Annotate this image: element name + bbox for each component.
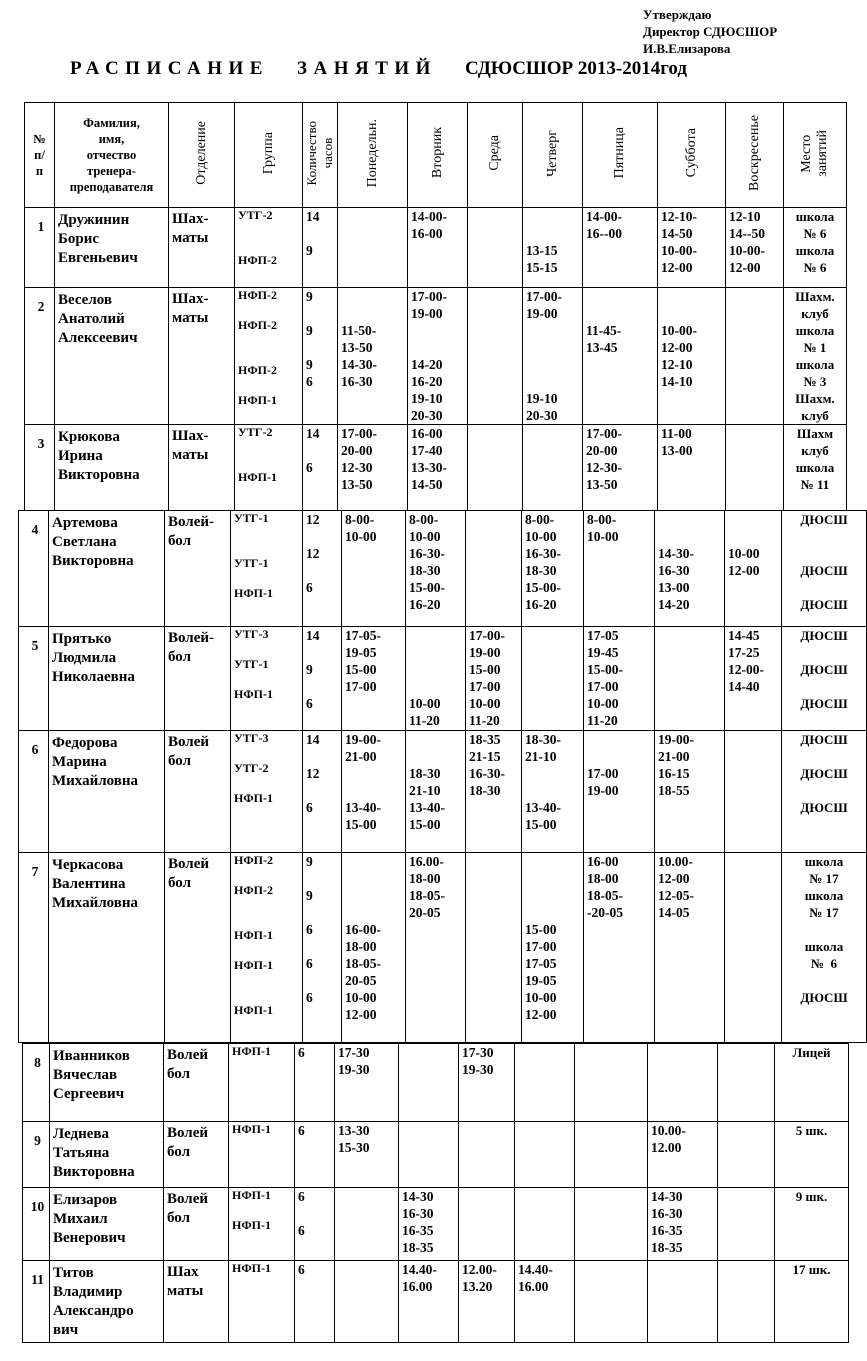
cell-name: Леднева Татьяна Викторовна [50, 1122, 164, 1188]
cell-tue [399, 1044, 459, 1122]
cell-sun [718, 1122, 775, 1188]
header-sun: Воскресенье [726, 103, 784, 208]
header-group: Группа [235, 103, 303, 208]
cell-sun: 10-00 12-00 [725, 511, 782, 627]
cell-place: школа № 17 школа № 17 школа № 6 ДЮСШ [782, 853, 867, 1043]
cell-group: УТГ-3 УТГ-2 НФП-1 [231, 731, 303, 853]
cell-thu: 15-00 17-00 17-05 19-05 10-00 12-00 [522, 853, 584, 1043]
cell-place: 17 шк. [775, 1261, 849, 1343]
cell-fri [575, 1044, 648, 1122]
table-row [23, 1122, 849, 1188]
cell-mon: 8-00- 10-00 [342, 511, 406, 627]
cell-tue: 16.00- 18-00 18-05- 20-05 [406, 853, 466, 1043]
cell-fri: 16-00 18-00 18-05- -20-05 [584, 853, 655, 1043]
cell-thu: 17-00- 19-00 19-10 20-30 [523, 288, 583, 425]
cell-place: школа № 6 школа № 6 [784, 208, 847, 288]
table-row [19, 627, 867, 731]
table-row [23, 1188, 849, 1261]
cell-name: Веселов Анатолий Алексеевич [55, 288, 169, 425]
cell-fri [575, 1188, 648, 1261]
approval-line-1: Утверждаю [643, 7, 712, 22]
cell-place: ДЮСШ ДЮСШ ДЮСШ [782, 627, 867, 731]
cell-hours: 14 9 6 [303, 627, 342, 731]
header-row [25, 103, 847, 208]
cell-sun [718, 1044, 775, 1122]
cell-num: 7 [19, 853, 49, 1043]
header-tue: Вторник [408, 103, 468, 208]
cell-name: Елизаров Михаил Венерович [50, 1188, 164, 1261]
cell-mon [335, 1261, 399, 1343]
cell-group: НФП-2 НФП-2 НФП-2 НФП-1 [235, 288, 303, 425]
cell-num: 2 [25, 288, 55, 425]
cell-name: Прятько Людмила Николаевна [49, 627, 165, 731]
cell-dept: Волей бол [164, 1188, 229, 1261]
cell-dept: Шах- маты [169, 208, 235, 288]
cell-tue: 17-00- 19-00 14-20 16-20 19-10 20-30 [408, 288, 468, 425]
cell-tue: 14-30 16-30 16-35 18-35 [399, 1188, 459, 1261]
table-row [25, 288, 847, 425]
cell-group: НФП-2 НФП-2 НФП-1 НФП-1 НФП-1 [231, 853, 303, 1043]
table-row [19, 731, 867, 853]
cell-tue: 18-30 21-10 13-40- 15-00 [406, 731, 466, 853]
cell-group: НФП-1 [229, 1122, 295, 1188]
cell-sun [726, 288, 784, 425]
cell-hours: 9 9 9 6 [303, 288, 338, 425]
table-row [19, 853, 867, 1043]
cell-sun: 14-45 17-25 12-00- 14-40 [725, 627, 782, 731]
cell-fri: 11-45- 13-45 [583, 288, 658, 425]
cell-hours: 14 6 [303, 425, 338, 511]
cell-dept: Волей- бол [165, 627, 231, 731]
cell-mon: 16-00- 18-00 18-05- 20-05 10-00 12-00 [342, 853, 406, 1043]
cell-fri: 17-00- 20-00 12-30- 13-50 [583, 425, 658, 511]
cell-thu [515, 1122, 575, 1188]
cell-sat: 10.00- 12.00 [648, 1122, 718, 1188]
cell-num: 4 [19, 511, 49, 627]
table-row [25, 425, 847, 511]
cell-place: 5 шк. [775, 1122, 849, 1188]
cell-sun [726, 425, 784, 511]
cell-num: 6 [19, 731, 49, 853]
cell-sat [648, 1261, 718, 1343]
cell-dept: Шах маты [164, 1261, 229, 1343]
cell-place: Лицей [775, 1044, 849, 1122]
header-fri: Пятница [583, 103, 658, 208]
cell-tue: 16-00 17-40 13-30- 14-50 [408, 425, 468, 511]
header-hours: Количество часов [303, 103, 338, 208]
cell-hours: 6 [295, 1261, 335, 1343]
cell-fri: 17-00 19-00 [584, 731, 655, 853]
cell-group: НФП-1 [229, 1261, 295, 1343]
cell-num: 8 [23, 1044, 50, 1122]
cell-group: НФП-1 [229, 1044, 295, 1122]
cell-fri [575, 1122, 648, 1188]
approval-line-2: Директор СДЮСШОР [643, 24, 778, 39]
title-part-3: СДЮСШОР 2013-2014год [464, 58, 687, 79]
cell-num: 1 [25, 208, 55, 288]
cell-num: 10 [23, 1188, 50, 1261]
cell-sat: 10.00- 12-00 12-05- 14-05 [655, 853, 725, 1043]
cell-group: УТГ-3 УТГ-1 НФП-1 [231, 627, 303, 731]
cell-sun [725, 731, 782, 853]
cell-sat: 14-30- 16-30 13-00 14-20 [655, 511, 725, 627]
cell-fri: 14-00- 16--00 [583, 208, 658, 288]
cell-mon: 11-50- 13-50 14-30- 16-30 [338, 288, 408, 425]
table-row [25, 208, 847, 288]
cell-wed [468, 425, 523, 511]
cell-sat: 10-00- 12-00 12-10 14-10 [658, 288, 726, 425]
cell-fri: 17-05 19-45 15-00- 17-00 10-00 11-20 [584, 627, 655, 731]
cell-dept: Волей- бол [165, 511, 231, 627]
cell-hours: 14 12 6 [303, 731, 342, 853]
cell-dept: Волей бол [164, 1044, 229, 1122]
cell-wed [466, 853, 522, 1043]
cell-wed [468, 288, 523, 425]
cell-place: ДЮСШ ДЮСШ ДЮСШ [782, 731, 867, 853]
cell-thu: 13-15 15-15 [523, 208, 583, 288]
header-thu: Четверг [523, 103, 583, 208]
cell-sun [718, 1188, 775, 1261]
cell-tue: 10-00 11-20 [406, 627, 466, 731]
schedule-table-part-1 [24, 102, 847, 511]
cell-mon: 17-30 19-30 [335, 1044, 399, 1122]
cell-thu: 18-30- 21-10 13-40- 15-00 [522, 731, 584, 853]
cell-tue [399, 1122, 459, 1188]
cell-thu: 8-00- 10-00 16-30- 18-30 15-00- 16-20 [522, 511, 584, 627]
cell-thu [523, 425, 583, 511]
header-wed: Среда [468, 103, 523, 208]
cell-mon [335, 1188, 399, 1261]
cell-thu [522, 627, 584, 731]
cell-sat: 19-00- 21-00 16-15 18-55 [655, 731, 725, 853]
cell-sat: 12-10- 14-50 10-00- 12-00 [658, 208, 726, 288]
cell-place: ДЮСШ ДЮСШ ДЮСШ [782, 511, 867, 627]
cell-hours: 6 6 [295, 1188, 335, 1261]
cell-place: 9 шк. [775, 1188, 849, 1261]
cell-name: Крюкова Ирина Викторовна [55, 425, 169, 511]
cell-wed: 17-00- 19-00 15-00 17-00 10-00 11-20 [466, 627, 522, 731]
cell-group: УТГ-2 НФП-2 [235, 208, 303, 288]
cell-name: Титов Владимир Александро вич [50, 1261, 164, 1343]
cell-name: Дружинин Борис Евгеньевич [55, 208, 169, 288]
cell-dept: Волей бол [165, 853, 231, 1043]
cell-hours: 12 12 6 [303, 511, 342, 627]
cell-hours: 9 9 6 6 6 [303, 853, 342, 1043]
cell-wed [459, 1122, 515, 1188]
cell-name: Черкасова Валентина Михайловна [49, 853, 165, 1043]
table-row [23, 1044, 849, 1122]
cell-mon: 17-05- 19-05 15-00 17-00 [342, 627, 406, 731]
header-dept: Отделение [169, 103, 235, 208]
cell-sat [648, 1044, 718, 1122]
header-place: Место занятий [784, 103, 847, 208]
cell-name: Артемова Светлана Викторовна [49, 511, 165, 627]
header-sat: Суббота [658, 103, 726, 208]
cell-num: 9 [23, 1122, 50, 1188]
title-part-1: РАСПИСАНИЕ [70, 58, 269, 79]
schedule-table-part-3 [22, 1043, 849, 1343]
cell-wed: 17-30 19-30 [459, 1044, 515, 1122]
cell-thu: 14.40- 16.00 [515, 1261, 575, 1343]
cell-sat: 14-30 16-30 16-35 18-35 [648, 1188, 718, 1261]
approval-line-3: И.В.Елизарова [643, 41, 731, 56]
cell-num: 5 [19, 627, 49, 731]
title-part-2: ЗАНЯТИЙ [296, 58, 437, 79]
cell-hours: 6 [295, 1122, 335, 1188]
cell-hours: 6 [295, 1044, 335, 1122]
header-num: № п/ п [25, 103, 55, 208]
cell-mon: 19-00- 21-00 13-40- 15-00 [342, 731, 406, 853]
table-row [19, 511, 867, 627]
header-mon: Понедельн. [338, 103, 408, 208]
cell-wed [468, 208, 523, 288]
cell-sat [655, 627, 725, 731]
cell-dept: Шах- маты [169, 425, 235, 511]
cell-name: Иванников Вячеслав Сергеевич [50, 1044, 164, 1122]
cell-wed: 18-35 21-15 16-30- 18-30 [466, 731, 522, 853]
cell-num: 11 [23, 1261, 50, 1343]
cell-mon: 13-30 15-30 [335, 1122, 399, 1188]
schedule-table-part-2 [18, 510, 867, 1043]
cell-thu [515, 1044, 575, 1122]
cell-sat: 11-00 13-00 [658, 425, 726, 511]
cell-wed: 12.00- 13.20 [459, 1261, 515, 1343]
cell-tue: 14.40- 16.00 [399, 1261, 459, 1343]
approval-block [643, 6, 777, 57]
cell-group: УТГ-2 НФП-1 [235, 425, 303, 511]
cell-place: Шахм. клуб школа № 1 школа № 3 Шахм. клуб [784, 288, 847, 425]
cell-num: 3 [25, 425, 55, 511]
table-row [23, 1261, 849, 1343]
cell-fri [575, 1261, 648, 1343]
cell-fri: 8-00- 10-00 [584, 511, 655, 627]
cell-tue: 14-00- 16-00 [408, 208, 468, 288]
cell-sun: 12-10 14--50 10-00- 12-00 [726, 208, 784, 288]
cell-hours: 14 9 [303, 208, 338, 288]
cell-sun [725, 853, 782, 1043]
cell-place: Шахм клуб школа № 11 [784, 425, 847, 511]
cell-mon: 17-00- 20-00 12-30 13-50 [338, 425, 408, 511]
page-title [70, 58, 687, 80]
cell-dept: Волей бол [165, 731, 231, 853]
header-name: Фамилия, имя, отчество тренера- преподавателя [55, 103, 169, 208]
cell-group: НФП-1 НФП-1 [229, 1188, 295, 1261]
cell-thu [515, 1188, 575, 1261]
cell-sun [718, 1261, 775, 1343]
cell-mon [338, 208, 408, 288]
cell-wed [459, 1188, 515, 1261]
cell-dept: Шах- маты [169, 288, 235, 425]
cell-dept: Волей бол [164, 1122, 229, 1188]
cell-group: УТГ-1 УТГ-1 НФП-1 [231, 511, 303, 627]
cell-wed [466, 511, 522, 627]
cell-tue: 8-00- 10-00 16-30- 18-30 15-00- 16-20 [406, 511, 466, 627]
cell-name: Федорова Марина Михайловна [49, 731, 165, 853]
